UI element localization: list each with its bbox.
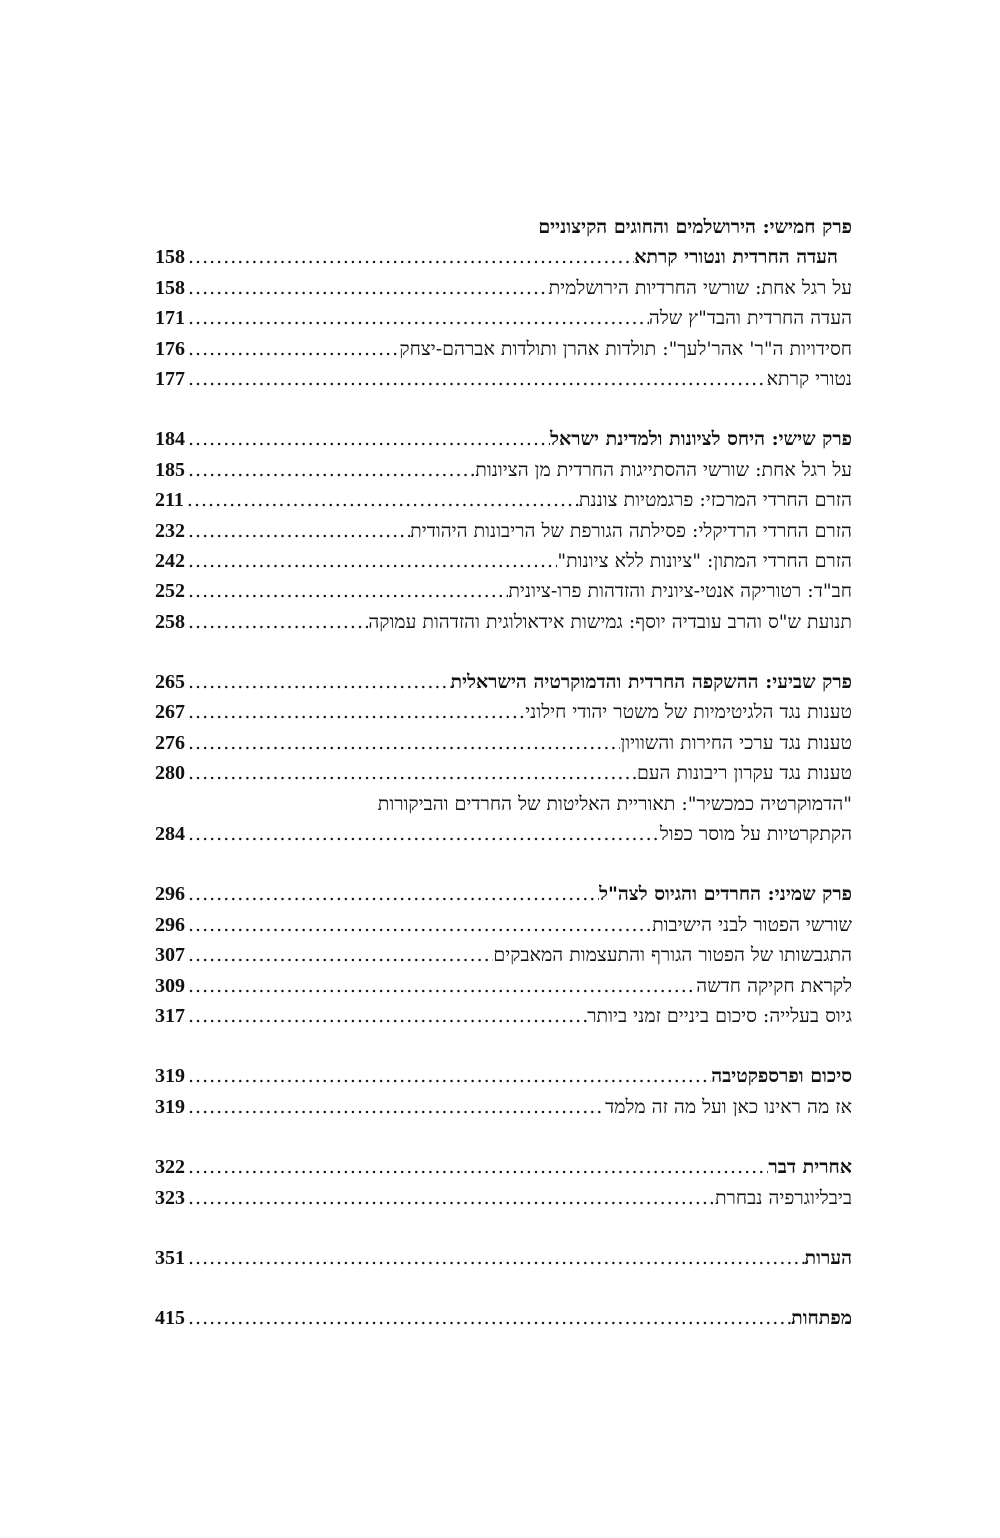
dot-leader: [185, 273, 549, 303]
toc-entry: [155, 546, 852, 576]
entry-title: העדה החרדית ונטורי קרתא: [634, 246, 838, 269]
dot-leader: [185, 697, 525, 727]
toc-section: [155, 424, 852, 637]
chapter-page: 265: [155, 671, 185, 694]
entry-page: 319: [155, 1095, 185, 1118]
dot-leader: [185, 516, 410, 546]
entry-title: חסידויות ה"ר' אהר'לעך": תולדות אהרן ותולדות אברהם-יצחק: [399, 337, 852, 360]
toc-entry: [155, 364, 852, 394]
chapter-title: הערות: [804, 1246, 852, 1269]
toc-entry: [155, 697, 852, 727]
chapter-heading: [155, 1243, 852, 1273]
toc-entry: [155, 940, 852, 970]
entry-page: 211: [155, 489, 184, 512]
dot-leader: [185, 576, 508, 606]
dot-leader: [185, 1243, 805, 1273]
chapter-heading: [155, 1152, 852, 1182]
chapter-title: פרק שמיני: החרדים והגיוס לצה"ל: [599, 883, 852, 906]
entry-title: התגבשותו של הפטור הגורף והתעצמות המאבקים: [493, 944, 852, 967]
entry-page: 158: [155, 276, 185, 299]
chapter-page: 184: [155, 428, 185, 451]
table-of-contents: [155, 212, 852, 1334]
entry-page: 232: [155, 519, 185, 542]
dot-leader: [185, 546, 557, 576]
chapter-page: 319: [155, 1065, 185, 1088]
toc-entry: [155, 303, 852, 333]
dot-leader: [185, 1092, 605, 1122]
chapter-title: פרק שישי: היחס לציונות ולמדינת ישראל: [550, 428, 852, 451]
toc-section: [155, 1152, 852, 1213]
toc-entry: [155, 1092, 852, 1122]
dot-leader: [185, 1152, 768, 1182]
entry-page: 171: [155, 307, 185, 330]
dot-leader: [185, 940, 493, 970]
dot-leader: [185, 1001, 587, 1031]
entry-title: הזרם החרדי המרכזי: פרגמטיות צוננת: [578, 489, 852, 512]
toc-entry: [155, 273, 852, 303]
dot-leader: [185, 971, 696, 1001]
dot-leader: [185, 667, 451, 697]
entry-title: נטורי קרתא: [766, 367, 852, 390]
dot-leader: [185, 758, 637, 788]
chapter-page: 322: [155, 1156, 185, 1179]
chapter-heading: [155, 1061, 852, 1091]
chapter-title: אחרית דבר: [768, 1156, 852, 1179]
toc-entry: [155, 1183, 852, 1213]
toc-entry: [155, 576, 852, 606]
entry-page: 185: [155, 458, 185, 481]
entry-page: 280: [155, 762, 185, 785]
entry-title: לקראת חקיקה חדשה: [696, 974, 852, 997]
chapter-title: פרק חמישי: הירושלמים והחוגים הקיצוניים: [538, 216, 852, 238]
chapter-heading: [155, 212, 852, 242]
toc-entry: [155, 728, 852, 758]
entry-title: תנועת ש"ס והרב עובדיה יוסף: גמישות אידאולוגית והזדהות עמוקה: [368, 610, 852, 633]
entry-title: הזרם החרדי המתון: "ציונות ללא ציונות": [557, 549, 852, 572]
entry-title: גיוס בעלייה: סיכום ביניים זמני ביותר: [587, 1004, 852, 1027]
entry-title: שורשי הפטור לבני הישיבות: [652, 913, 852, 936]
toc-section: [155, 1303, 852, 1333]
toc-entry: [155, 910, 852, 940]
dot-leader: [185, 910, 652, 940]
entry-title: על רגל אחת: שורשי ההסתייגות החרדית מן הציונות: [475, 458, 852, 481]
dot-leader: [185, 1303, 791, 1333]
dot-leader: [185, 303, 649, 333]
entry-page: 252: [155, 580, 185, 603]
entry-page: 267: [155, 701, 185, 724]
chapter-title: פרק שביעי: ההשקפה החרדית והדמוקרטיה הישראלית: [450, 671, 852, 694]
entry-title: העדה החרדית והבד"ץ שלה: [648, 307, 852, 330]
toc-entry: [155, 971, 852, 1001]
chapter-heading: [155, 424, 852, 454]
entry-page: 176: [155, 337, 185, 360]
dot-leader: [185, 1183, 715, 1213]
entry-title: טענות נגד עקרון ריבונות העם: [636, 762, 852, 785]
dot-leader: [185, 607, 368, 637]
toc-section: [155, 667, 852, 849]
entry-page: 309: [155, 974, 185, 997]
dot-leader: [185, 334, 399, 364]
entry-title: על רגל אחת: שורשי החרדיות הירושלמית: [548, 276, 852, 299]
entry-page: 276: [155, 731, 185, 754]
entry-title: טענות נגד הלגיטימיות של משטר יהודי חילוני: [525, 701, 852, 724]
toc-section: [155, 879, 852, 1031]
chapter-page: 415: [155, 1307, 185, 1330]
dot-leader: [185, 728, 620, 758]
dot-leader: [184, 485, 579, 515]
toc-entry: [155, 607, 852, 637]
entry-page: 317: [155, 1004, 185, 1027]
dot-leader: [185, 879, 599, 909]
dot-leader: [185, 819, 660, 849]
entry-page: 158: [155, 246, 185, 269]
chapter-title: סיכום ופרספקטיבה: [711, 1065, 852, 1088]
entry-page: 323: [155, 1186, 185, 1209]
entry-title: הזרם החרדי הרדיקלי: פסילתה הגורפת של הריבונות היהודית: [410, 519, 852, 542]
toc-section: [155, 212, 852, 394]
dot-leader: [185, 242, 634, 272]
chapter-page: 351: [155, 1246, 185, 1269]
chapter-heading: [155, 1303, 852, 1333]
toc-entry: [155, 1001, 852, 1031]
toc-entry: [155, 758, 852, 788]
entry-page: 177: [155, 367, 185, 390]
toc-section: [155, 1061, 852, 1122]
toc-entry: [155, 242, 852, 272]
entry-title: טענות נגד ערכי החירות והשוויון: [620, 731, 852, 754]
toc-entry: [155, 485, 852, 515]
dot-leader: [185, 1061, 711, 1091]
entry-page: 258: [155, 610, 185, 633]
toc-entry: [155, 819, 852, 849]
entry-title: ביבליוגרפיה נבחרת: [714, 1186, 852, 1209]
entry-title: אז מה ראינו כאן ועל מה זה מלמד: [605, 1095, 852, 1118]
dot-leader: [185, 424, 550, 454]
toc-entry: [155, 334, 852, 364]
toc-section: [155, 1243, 852, 1273]
entry-page: 284: [155, 823, 185, 846]
toc-entry: [155, 455, 852, 485]
entry-title: הקתקרטיות על מוסר כפול: [659, 823, 852, 846]
entry-title: "הדמוקרטיה כמכשיר": תאוריית האליטות של החרדים והביקורות: [377, 792, 852, 815]
entry-title: חב"ד: רטוריקה אנטי-ציונית והזדהות פרו-ציונית: [508, 580, 852, 603]
chapter-title: מפתחות: [791, 1307, 852, 1330]
dot-leader: [185, 364, 767, 394]
entry-page: 296: [155, 913, 185, 936]
entry-page: 307: [155, 944, 185, 967]
toc-entry-continued: [155, 789, 852, 819]
toc-entry: [155, 516, 852, 546]
dot-leader: [185, 455, 475, 485]
entry-page: 242: [155, 549, 185, 572]
chapter-page: 296: [155, 883, 185, 906]
chapter-heading: [155, 879, 852, 909]
chapter-heading: [155, 667, 852, 697]
